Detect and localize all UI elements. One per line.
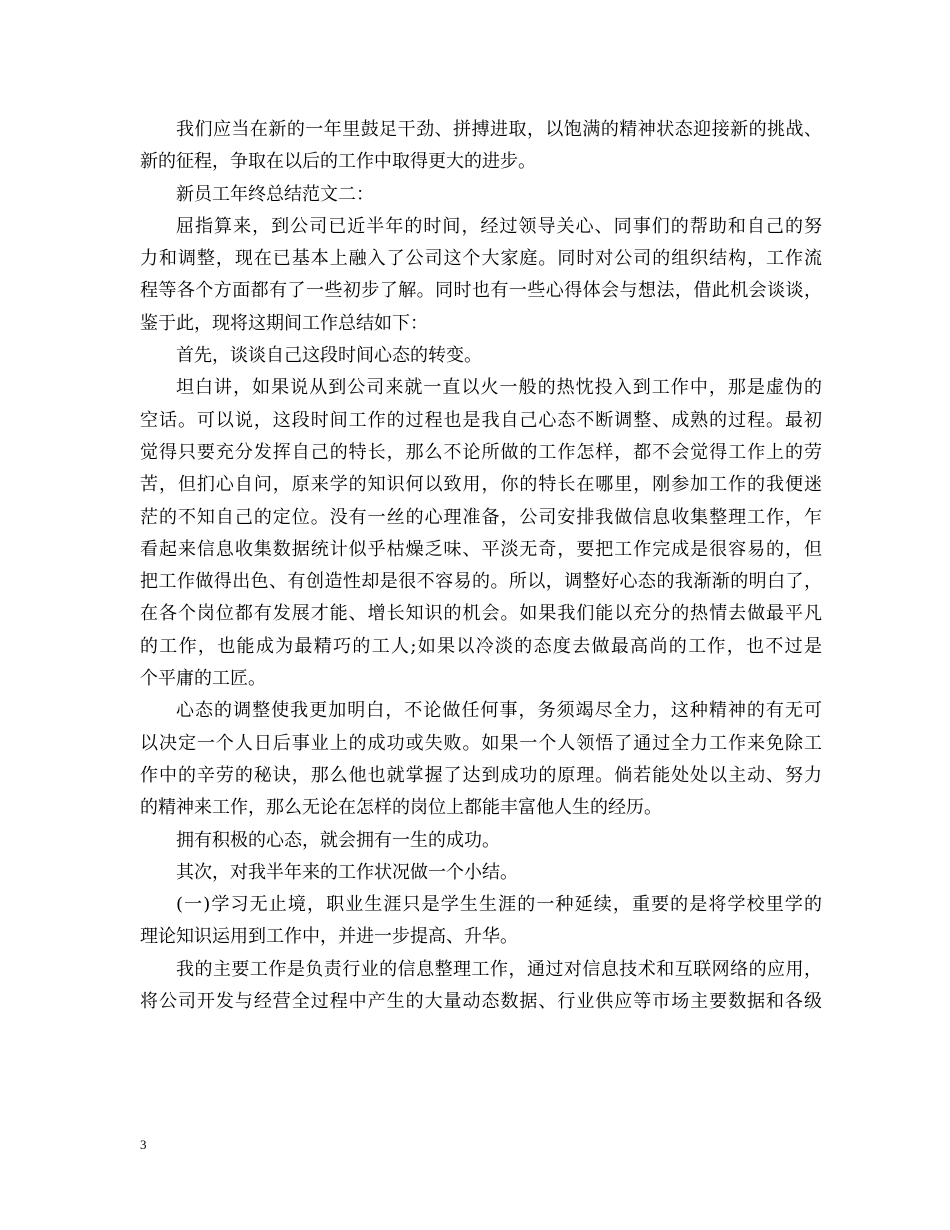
text-line: 我的主要工作是负责行业的信息整理工作，通过对信息技术和互联网络的应用， bbox=[176, 958, 822, 980]
text-line: 屈指算来，到公司已近半年的时间，经过领导关心、同事们的帮助和自己的努 bbox=[176, 215, 822, 237]
text-line: 新员工年终总结范文二： bbox=[176, 183, 374, 205]
text-line: 理论知识运用到工作中，并进一步提高、升华。 bbox=[140, 926, 518, 948]
text-line: 心态的调整使我更加明白，不论做任何事，务须竭尽全力，这种精神的有无可 bbox=[176, 700, 822, 722]
text-line: 力和调整，现在已基本上融入了公司这个大家庭。同时对公司的组织结构，工作流 bbox=[140, 248, 822, 270]
text-line: 作中的辛劳的秘诀，那么他也就掌握了达到成功的原理。倘若能处处以主动、努力 bbox=[140, 764, 822, 786]
text-line: 在各个岗位都有发展才能、增长知识的机会。如果我们能以充分的热情去做最平凡 bbox=[140, 603, 822, 625]
text-line: 以决定一个人日后事业上的成功或失败。如果一个人领悟了通过全力工作来免除工 bbox=[140, 732, 822, 754]
text-line: 鉴于此，现将这期间工作总结如下： bbox=[140, 312, 428, 334]
text-line: 苦，但扪心自问，原来学的知识何以致用，你的特长在哪里，刚参加工作的我便迷 bbox=[140, 474, 822, 496]
text-line: 空话。可以说，这段时间工作的过程也是我自己心态不断调整、成熟的过程。最初 bbox=[140, 409, 822, 431]
document-body bbox=[140, 114, 822, 1018]
text-line: 新的征程，争取在以后的工作中取得更大的进步。 bbox=[140, 151, 536, 173]
page-number: 3 bbox=[140, 1137, 147, 1152]
text-line: 把工作做得出色、有创造性却是很不容易的。所以，调整好心态的我渐渐的明白了， bbox=[140, 571, 822, 593]
text-line: 首先，谈谈自己这段时间心态的转变。 bbox=[176, 345, 482, 367]
text-line: 看起来信息收集数据统计似乎枯燥乏味、平淡无奇，要把工作完成是很容易的，但 bbox=[140, 538, 822, 560]
text-line: 其次，对我半年来的工作状况做一个小结。 bbox=[176, 861, 518, 883]
text-line: 觉得只要充分发挥自己的特长，那么不论所做的工作怎样，都不会觉得工作上的劳 bbox=[140, 441, 822, 463]
text-line: 茫的不知自己的定位。没有一丝的心理准备，公司安排我做信息收集整理工作，乍 bbox=[140, 506, 822, 528]
text-line: 的工作，也能成为最精巧的工人;如果以冷淡的态度去做最高尚的工作，也不过是 bbox=[140, 635, 822, 657]
text-line: 程等各个方面都有了一些初步了解。同时也有一些心得体会与想法，借此机会谈谈， bbox=[140, 280, 822, 302]
text-line: 拥有积极的心态，就会拥有一生的成功。 bbox=[176, 829, 500, 851]
text-line: 坦白讲，如果说从到公司来就一直以火一般的热忱投入到工作中，那是虚伪的 bbox=[176, 377, 822, 399]
text-line: 个平庸的工匠。 bbox=[140, 668, 266, 690]
text-line: (一)学习无止境，职业生涯只是学生生涯的一种延续，重要的是将学校里学的 bbox=[176, 894, 822, 916]
text-line: 将公司开发与经营全过程中产生的大量动态数据、行业供应等市场主要数据和各级 bbox=[140, 991, 822, 1013]
text-line: 我们应当在新的一年里鼓足干劲、拼搏进取，以饱满的精神状态迎接新的挑战、 bbox=[176, 119, 822, 140]
text-line: 的精神来工作，那么无论在怎样的岗位上都能丰富他人生的经历。 bbox=[140, 797, 662, 819]
